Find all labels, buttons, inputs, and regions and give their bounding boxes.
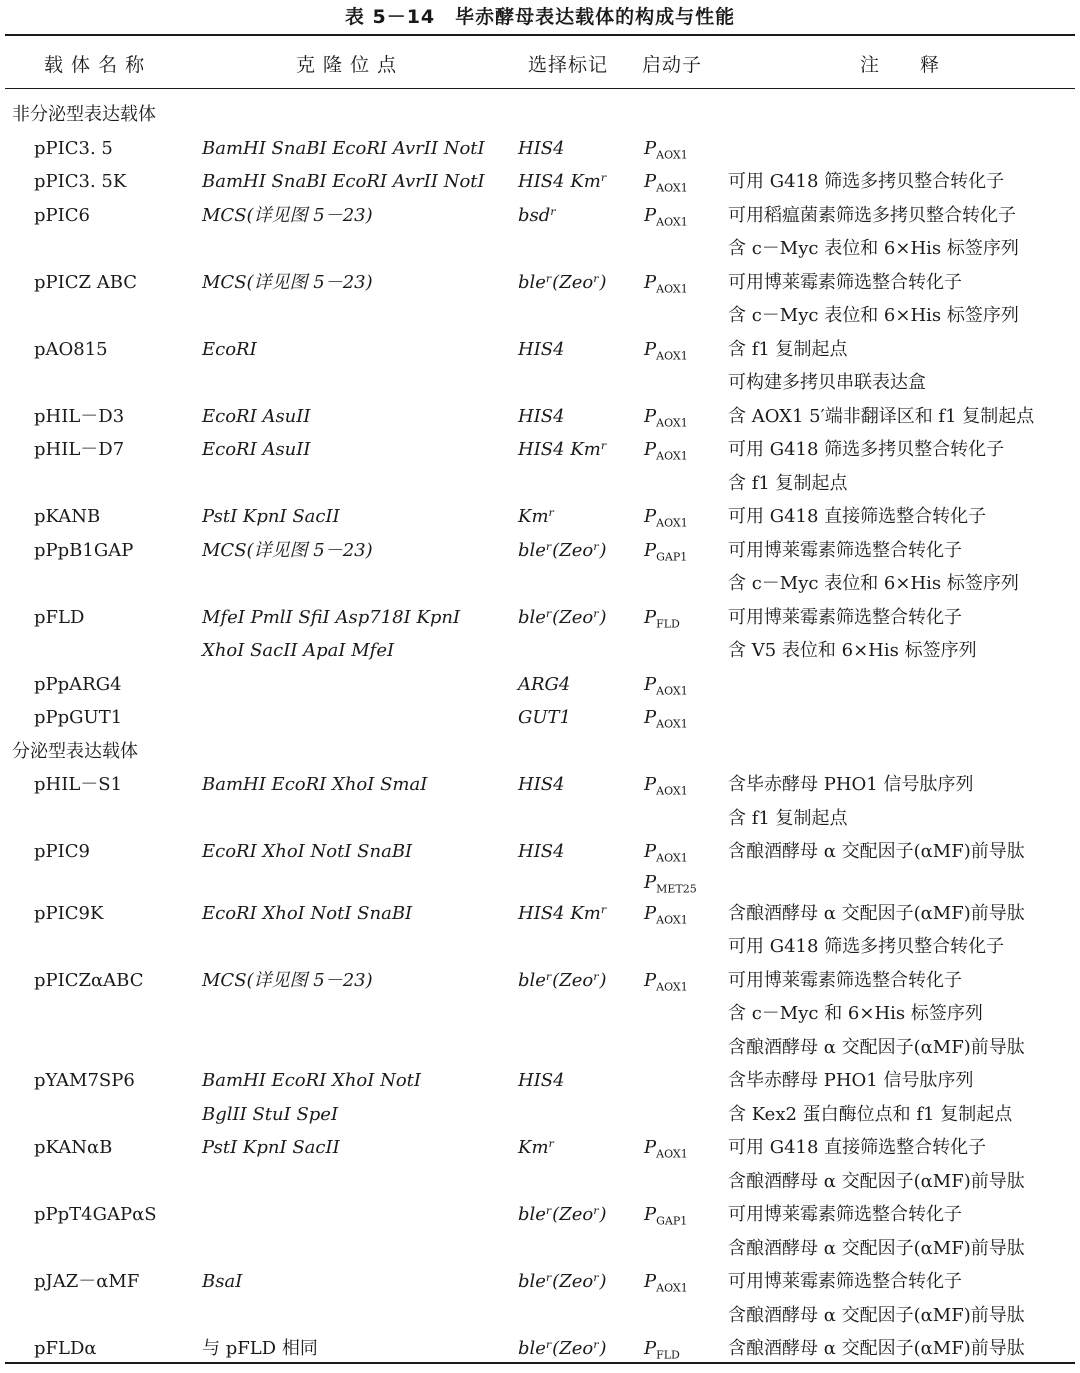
promoter-subscript: AOX1 [656, 980, 688, 994]
note: 含 f1 复制起点 [728, 472, 848, 494]
vector-name: pPIC3. 5K [34, 171, 127, 192]
promoter-subscript: MET25 [656, 882, 697, 896]
selection-marker: bleʳ(Zeoʳ) [518, 1204, 607, 1225]
vector-name: pHIL－D3 [34, 405, 125, 427]
vector-name: pAO815 [34, 338, 108, 360]
selection-marker: HIS4 Kmʳ [518, 171, 608, 192]
cloning-site: MfeI PmlI SfiI Asp718I KpnI [202, 606, 461, 628]
vector-name: pPICZαABC [34, 969, 144, 991]
section-header-row [0, 98, 1080, 132]
vector-name: pPpB1GAP [34, 539, 134, 561]
promoter-symbol: P [644, 1204, 657, 1225]
selection-marker: Kmʳ [518, 1137, 555, 1158]
header-rule [5, 88, 1075, 89]
table-row [0, 701, 1080, 735]
header-selection-marker: 选择标记 [528, 54, 609, 76]
table-row [0, 1064, 1080, 1098]
table-row [0, 433, 1080, 467]
selection-marker: ARG4 [518, 673, 571, 695]
cloning-site: EcoRI [202, 338, 257, 360]
note: 可用博莱霉素筛选整合转化子 [728, 969, 962, 991]
vector-name: pYAM7SP6 [34, 1070, 135, 1091]
promoter-subscript: AOX1 [656, 1281, 688, 1295]
selection-marker: bleʳ(Zeoʳ) [518, 606, 607, 628]
selection-marker: HIS4 Kmʳ [518, 439, 608, 460]
cloning-site: BamHI EcoRI XhoI NotI [202, 1070, 422, 1091]
cloning-site: EcoRI XhoI NotI SnaBI [202, 902, 413, 924]
note: 含酿酒酵母 α 交配因子(αMF)前导肽 [728, 1170, 1025, 1192]
note: 含 V5 表位和 6×His 标签序列 [728, 640, 977, 661]
note: 含毕赤酵母 PHO1 信号肽序列 [728, 774, 974, 795]
selection-marker: bleʳ(Zeoʳ) [518, 1338, 607, 1359]
table-row [0, 333, 1080, 367]
cloning-site: PstI KpnI SacII [202, 1137, 340, 1158]
selection-marker: bleʳ(Zeoʳ) [518, 539, 607, 561]
table-row [0, 467, 1080, 501]
note: 含酿酒酵母 α 交配因子(αMF)前导肽 [728, 1237, 1025, 1259]
promoter-symbol: P [644, 774, 657, 795]
note: 含酿酒酵母 α 交配因子(αMF)前导肽 [728, 1036, 1025, 1058]
note: 含 c－Myc 表位和 6×His 标签序列 [728, 305, 1019, 326]
vector-name: pPIC9 [34, 841, 90, 862]
table-row [0, 668, 1080, 702]
cloning-site: BamHI SnaBI EcoRI AvrII NotI [202, 171, 485, 192]
table-row [0, 1332, 1080, 1366]
selection-marker: HIS4 Kmʳ [518, 902, 608, 924]
section-title: 分泌型表达载体 [12, 740, 138, 762]
selection-marker: bleʳ(Zeoʳ) [518, 1271, 607, 1292]
selection-marker: bleʳ(Zeoʳ) [518, 969, 607, 991]
promoter-subscript: AOX1 [656, 349, 688, 363]
promoter-symbol: P [644, 439, 657, 460]
table-row [0, 567, 1080, 601]
note: 含 c－Myc 表位和 6×His 标签序列 [728, 573, 1019, 594]
vector-name: pFLDα [34, 1338, 97, 1359]
header-promoter: 启动子 [642, 54, 703, 76]
table-row [0, 500, 1080, 534]
promoter-symbol: P [644, 137, 657, 159]
selection-marker: HIS4 [518, 338, 565, 360]
table-row [0, 1299, 1080, 1333]
table-row [0, 1198, 1080, 1232]
table-row [0, 601, 1080, 635]
bottom-rule [5, 1362, 1075, 1364]
promoter-subscript: AOX1 [656, 215, 688, 229]
table-row [0, 964, 1080, 998]
selection-marker: bsdʳ [518, 204, 557, 226]
note: 含酿酒酵母 α 交配因子(αMF)前导肽 [728, 1304, 1025, 1326]
section-title: 非分泌型表达载体 [12, 104, 156, 125]
table-row [0, 199, 1080, 233]
note: 可用 G418 筛选多拷贝整合转化子 [728, 171, 1005, 192]
table-row [0, 1265, 1080, 1299]
table-row [0, 802, 1080, 836]
promoter-subscript: AOX1 [656, 148, 688, 162]
note: 可构建多拷贝串联表达盒 [728, 372, 926, 393]
promoter-subscript: AOX1 [656, 1147, 688, 1161]
table-row [0, 634, 1080, 668]
note: 可用稻瘟菌素筛选多拷贝整合转化子 [728, 204, 1016, 226]
vector-name: pFLD [34, 606, 85, 628]
note: 可用博莱霉素筛选整合转化子 [728, 1204, 962, 1225]
table-row [0, 165, 1080, 199]
vector-name: pPIC6 [34, 204, 90, 226]
cloning-site: 与 pFLD 相同 [202, 1338, 318, 1359]
table-row [0, 266, 1080, 300]
note: 可用博莱霉素筛选整合转化子 [728, 606, 962, 628]
vector-name: pKANαB [34, 1137, 113, 1158]
vector-name: pHIL－D7 [34, 439, 125, 460]
promoter-symbol: P [644, 1271, 657, 1292]
cloning-site: MCS(详见图 5－23) [202, 969, 373, 991]
note: 可用博莱霉素筛选整合转化子 [728, 1271, 962, 1292]
cloning-site: BglII StuI SpeI [202, 1103, 339, 1125]
cloning-site: MCS(详见图 5－23) [202, 204, 373, 226]
note: 可用博莱霉素筛选整合转化子 [728, 539, 962, 561]
table-row [0, 1031, 1080, 1065]
cloning-site: XhoI SacII ApaI MfeI [202, 640, 395, 661]
cloning-site: BamHI SnaBI EcoRI AvrII NotI [202, 137, 485, 159]
promoter-symbol: P [644, 871, 657, 893]
cloning-site: PstI KpnI SacII [202, 506, 340, 527]
cloning-site: EcoRI AsuII [202, 405, 311, 427]
table-row [0, 299, 1080, 333]
section-header-row [0, 735, 1080, 769]
top-rule [5, 34, 1075, 36]
promoter-symbol: P [644, 338, 657, 360]
vector-name: pPpARG4 [34, 673, 122, 695]
table-row [0, 132, 1080, 166]
promoter-symbol: P [644, 171, 657, 192]
promoter-subscript: AOX1 [656, 913, 688, 927]
selection-marker: HIS4 [518, 1070, 565, 1091]
note: 含酿酒酵母 α 交配因子(αMF)前导肽 [728, 841, 1025, 862]
promoter-subscript: FLD [656, 617, 680, 631]
promoter-symbol: P [644, 969, 657, 991]
vector-name: pJAZ－αMF [34, 1271, 140, 1292]
promoter-symbol: P [644, 1137, 657, 1158]
promoter-symbol: P [644, 673, 657, 695]
selection-marker: HIS4 [518, 841, 565, 862]
selection-marker: HIS4 [518, 405, 565, 427]
header-vector-name: 载 体 名 称 [44, 54, 146, 76]
promoter-subscript: AOX1 [656, 416, 688, 430]
header-notes: 注 释 [860, 54, 941, 76]
table-row [0, 997, 1080, 1031]
vector-name: pKANB [34, 506, 101, 527]
vector-name: pPIC9K [34, 902, 104, 924]
table-row [0, 768, 1080, 802]
promoter-subscript: FLD [656, 1348, 680, 1362]
promoter-symbol: P [644, 1338, 657, 1359]
promoter-subscript: AOX1 [656, 449, 688, 463]
note: 可用 G418 筛选多拷贝整合转化子 [728, 936, 1005, 957]
cloning-site: MCS(详见图 5－23) [202, 539, 373, 561]
vector-name: pHIL－S1 [34, 774, 123, 795]
note: 含 Kex2 蛋白酶位点和 f1 复制起点 [728, 1103, 1013, 1125]
cloning-site: EcoRI AsuII [202, 439, 311, 460]
table-row [0, 534, 1080, 568]
promoter-symbol: P [644, 271, 657, 293]
promoter-subscript: GAP1 [656, 550, 688, 564]
promoter-symbol: P [644, 204, 657, 226]
vector-name: pPICZ ABC [34, 271, 138, 293]
table-row [0, 366, 1080, 400]
note: 可用 G418 直接筛选整合转化子 [728, 506, 987, 527]
promoter [644, 1332, 680, 1373]
table-row [0, 1232, 1080, 1266]
promoter-symbol: P [644, 902, 657, 924]
promoter-subscript: AOX1 [656, 784, 688, 798]
note: 含酿酒酵母 α 交配因子(αMF)前导肽 [728, 902, 1025, 924]
promoter-subscript: AOX1 [656, 181, 688, 195]
header-cloning-site: 克 隆 位 点 [296, 54, 398, 76]
table-row [0, 1098, 1080, 1132]
cloning-site: EcoRI XhoI NotI SnaBI [202, 841, 413, 862]
promoter-subscript: AOX1 [656, 851, 688, 865]
promoter-subscript: GAP1 [656, 1214, 688, 1228]
promoter-symbol: P [644, 606, 657, 628]
note: 含 AOX1 5′端非翻译区和 f1 复制起点 [728, 405, 1035, 427]
note: 含 f1 复制起点 [728, 807, 848, 829]
vector-name: pPpT4GAPαS [34, 1204, 157, 1225]
table-row [0, 930, 1080, 964]
promoter-subscript: AOX1 [656, 282, 688, 296]
vector-name: pPpGUT1 [34, 707, 123, 728]
promoter-subscript: AOX1 [656, 717, 688, 731]
cloning-site: MCS(详见图 5－23) [202, 271, 373, 293]
promoter-symbol: P [644, 506, 657, 527]
promoter-symbol: P [644, 707, 657, 728]
selection-marker: bleʳ(Zeoʳ) [518, 271, 607, 293]
promoter-subscript: AOX1 [656, 684, 688, 698]
selection-marker: HIS4 [518, 137, 565, 159]
table-row [0, 1165, 1080, 1199]
table-row [0, 835, 1080, 869]
note: 可用博莱霉素筛选整合转化子 [728, 271, 962, 293]
note: 含酿酒酵母 α 交配因子(αMF)前导肽 [728, 1338, 1025, 1359]
promoter-subscript: AOX1 [656, 516, 688, 530]
table-title: 表 5－14 毕赤酵母表达载体的构成与性能 [344, 6, 736, 28]
promoter-symbol: P [644, 841, 657, 862]
promoter-symbol: P [644, 539, 657, 561]
table-row [0, 897, 1080, 931]
note: 含 f1 复制起点 [728, 338, 848, 360]
note: 可用 G418 筛选多拷贝整合转化子 [728, 439, 1005, 460]
table-row [0, 1131, 1080, 1165]
vector-name: pPIC3. 5 [34, 137, 113, 159]
selection-marker: HIS4 [518, 774, 565, 795]
table-row [0, 232, 1080, 266]
cloning-site: BsaI [202, 1271, 243, 1292]
note: 含 c－Myc 和 6×His 标签序列 [728, 1003, 983, 1024]
note: 含毕赤酵母 PHO1 信号肽序列 [728, 1070, 974, 1091]
note: 可用 G418 直接筛选整合转化子 [728, 1137, 987, 1158]
selection-marker: GUT1 [518, 707, 572, 728]
cloning-site: BamHI EcoRI XhoI SmaI [202, 774, 428, 795]
selection-marker: Kmʳ [518, 506, 555, 527]
table-row [0, 400, 1080, 434]
note: 含 c－Myc 表位和 6×His 标签序列 [728, 238, 1019, 259]
promoter-symbol: P [644, 405, 657, 427]
